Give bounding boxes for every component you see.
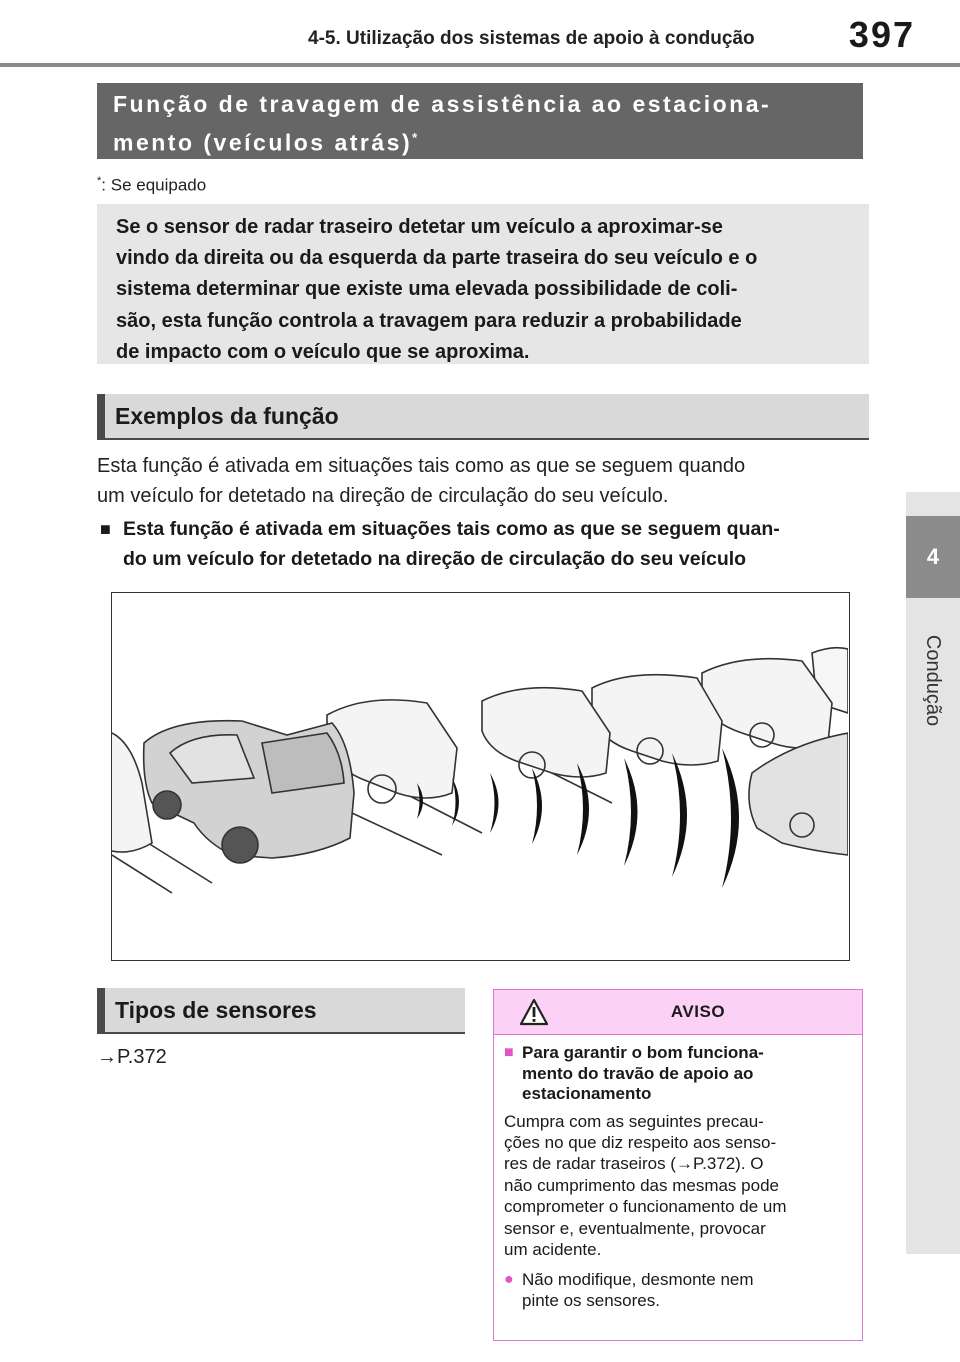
intro-box — [97, 204, 869, 364]
examples-bullet — [100, 514, 870, 574]
page-reference-link[interactable]: →P.372 — [97, 1046, 167, 1068]
parking-illustration — [111, 592, 850, 961]
equipped-marker: * — [412, 130, 420, 145]
function-title-box — [97, 83, 863, 159]
warning-body-line: Cumpra com as seguintes precau- — [504, 1111, 764, 1131]
examples-bullet-line: Esta função é ativada em situações tais como as que se seguem quan- — [123, 518, 780, 540]
warning-triangle-icon — [519, 998, 549, 1026]
warning-body-line: um acidente. — [504, 1239, 602, 1259]
warning-body-line: ções no que diz respeito aos senso- — [504, 1132, 777, 1152]
warning-body-line: sensor e, eventualmente, provocar — [504, 1218, 766, 1238]
intro-line: de impacto com o veículo que se aproxima. — [116, 340, 530, 363]
warning-box — [493, 989, 863, 1341]
warning-item-line: pinte os sensores. — [522, 1290, 660, 1310]
square-bullet-icon: ■ — [100, 519, 111, 539]
examples-text-line: Esta função é ativada em situações tais como as que se seguem quando — [97, 455, 746, 477]
warning-body — [504, 1111, 852, 1261]
warning-subheading-line: mento do travão de apoio ao — [522, 1063, 754, 1083]
function-title-line-1: Função de travagem de assistência ao estaciona- — [113, 91, 772, 117]
chapter-tab — [906, 492, 960, 1254]
page-number: 397 — [848, 14, 915, 55]
intro-line: Se o sensor de radar traseiro detetar um veículo a aproximar-se — [116, 216, 723, 238]
warning-body-line: res de radar traseiros (→P.372). O — [504, 1154, 764, 1174]
circle-bullet-icon: ● — [504, 1271, 514, 1289]
function-title-line-2-text: mento (veículos atrás) — [113, 129, 413, 156]
warning-header — [494, 990, 862, 1035]
warning-label: AVISO — [670, 1002, 726, 1021]
warning-subheading — [504, 1043, 852, 1105]
intro-line: vindo da direita ou da esquerda da parte traseira do seu veículo e o — [116, 247, 758, 270]
examples-bullet-line: do um veículo for detetado na direção de circulação do seu veículo — [123, 548, 747, 570]
warning-subheading-text — [522, 1043, 764, 1105]
warning-subheading-line: Para garantir o bom funciona- — [522, 1043, 764, 1062]
footnote-marker: * — [97, 175, 102, 187]
footnote-text: : Se equipado — [101, 175, 207, 195]
intro-line: sistema determinar que existe uma elevada possibilidade de coli- — [116, 278, 738, 301]
parking-scene-drawing — [112, 593, 848, 959]
examples-text — [97, 451, 877, 511]
footnote — [97, 175, 206, 196]
sensor-types-heading: Tipos de sensores — [97, 988, 465, 1034]
intro-line: são, esta função controla a travagem para reduzir a probabilidade — [116, 309, 742, 332]
warning-content — [494, 1035, 862, 1311]
warning-item-text — [522, 1270, 754, 1311]
header-rule — [0, 63, 960, 67]
chapter-number: 4 — [906, 516, 960, 598]
warning-body-line: comprometer o funcionamento de um — [504, 1197, 787, 1217]
warning-item-line: Não modifique, desmonte nem — [522, 1270, 754, 1290]
warning-body-line: não cumprimento das mesmas pode — [504, 1175, 779, 1195]
examples-text-line: um veículo for detetado na direção de circulação do seu veículo. — [97, 485, 669, 507]
section-title: 4-5. Utilização dos sistemas de apoio à condução — [308, 28, 755, 49]
chapter-label-text: Condução — [922, 634, 945, 726]
square-bullet-icon: ■ — [504, 1044, 514, 1061]
examples-bullet-text — [123, 514, 780, 574]
examples-heading: Exemplos da função — [97, 394, 869, 440]
chapter-label — [906, 610, 960, 750]
warning-item — [504, 1270, 852, 1311]
warning-subheading-line: estacionamento — [522, 1084, 652, 1103]
function-title-line-2 — [113, 121, 847, 160]
